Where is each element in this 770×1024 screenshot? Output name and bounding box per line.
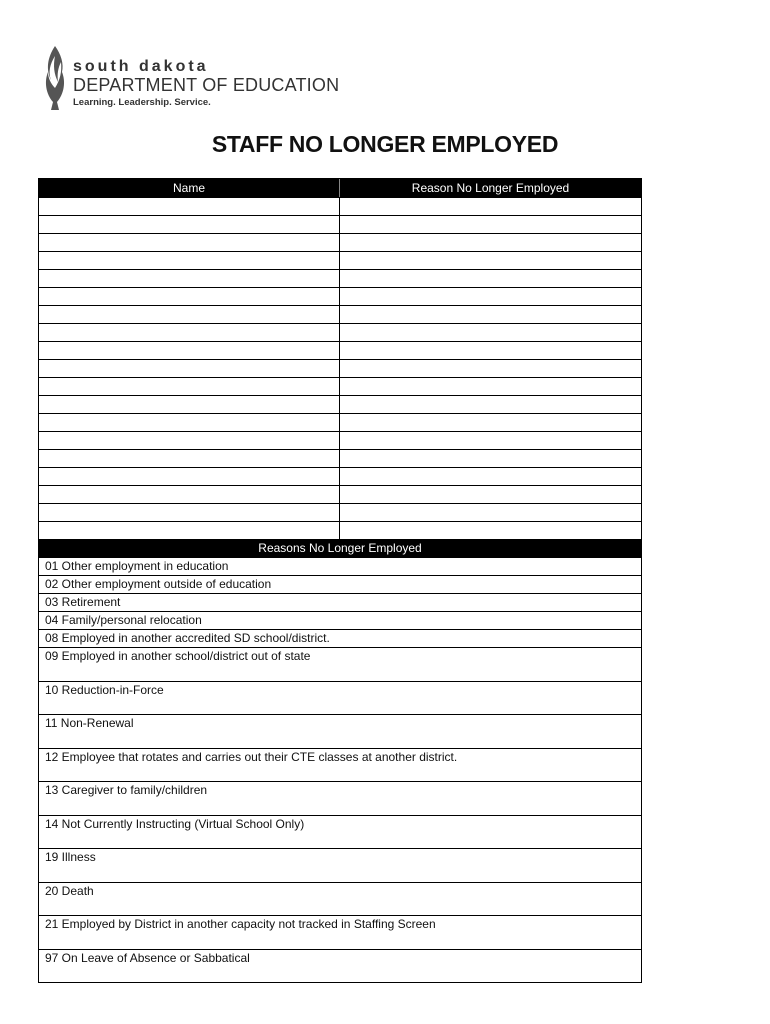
reason-item: 12 Employee that rotates and carries out their CTE classes at another district. [39,748,641,782]
reason-item: 10 Reduction-in-Force [39,681,641,715]
reason-cell[interactable] [340,342,641,359]
name-cell[interactable] [39,288,340,305]
table-row [39,197,641,215]
name-cell[interactable] [39,252,340,269]
table-row [39,359,641,377]
table-row [39,467,641,485]
table-row [39,485,641,503]
table-row [39,521,641,539]
reason-item: 14 Not Currently Instructing (Virtual School Only) [39,815,641,849]
header-reason: Reason No Longer Employed [411,181,570,195]
reason-item: 97 On Leave of Absence or Sabbatical [39,949,641,983]
logo-department: DEPARTMENT OF EDUCATION [73,75,340,95]
logo-state-name: south dakota [73,58,209,75]
name-cell[interactable] [39,270,340,287]
reason-cell[interactable] [340,270,641,287]
table-header [39,179,641,197]
reason-cell[interactable] [340,504,641,521]
table-row [39,251,641,269]
reason-cell[interactable] [340,450,641,467]
table-row [39,215,641,233]
reason-cell[interactable] [340,306,641,323]
header-name: Name [39,179,340,197]
entry-rows [39,197,641,539]
table-row [39,341,641,359]
name-cell[interactable] [39,360,340,377]
name-cell[interactable] [39,198,340,215]
name-cell[interactable] [39,468,340,485]
table-row [39,305,641,323]
reason-item: 02 Other employment outside of education [39,575,641,593]
name-cell[interactable] [39,378,340,395]
table-row [39,269,641,287]
reason-cell[interactable] [340,378,641,395]
table-row [39,377,641,395]
reason-item: 04 Family/personal relocation [39,611,641,629]
reason-cell[interactable] [340,216,641,233]
reasons-header: Reasons No Longer Employed [39,539,641,557]
table-row [39,323,641,341]
name-cell[interactable] [39,216,340,233]
table-row [39,233,641,251]
reason-cell[interactable] [340,432,641,449]
reason-item: 08 Employed in another accredited SD school/district. [39,629,641,647]
name-cell[interactable] [39,504,340,521]
reason-item: 03 Retirement [39,593,641,611]
sd-doe-logo [42,44,342,114]
table-row [39,287,641,305]
reason-cell[interactable] [340,234,641,251]
reason-cell[interactable] [340,486,641,503]
page-title: STAFF NO LONGER EMPLOYED [211,131,559,157]
name-cell[interactable] [39,306,340,323]
name-cell[interactable] [39,324,340,341]
reason-cell[interactable] [340,324,641,341]
reason-item: 20 Death [39,882,641,916]
table-row [39,431,641,449]
reason-cell[interactable] [340,468,641,485]
reason-item: 09 Employed in another school/district out of state [39,647,641,681]
staff-table [38,178,642,983]
name-cell[interactable] [39,234,340,251]
name-cell[interactable] [39,396,340,413]
table-row [39,395,641,413]
reason-item: 01 Other employment in education [39,557,641,575]
name-cell[interactable] [39,450,340,467]
reason-cell[interactable] [340,198,641,215]
name-cell[interactable] [39,486,340,503]
table-row [39,503,641,521]
table-row [39,449,641,467]
reason-cell[interactable] [340,414,641,431]
table-row [39,413,641,431]
name-cell[interactable] [39,414,340,431]
reason-cell[interactable] [340,288,641,305]
reason-cell[interactable] [340,360,641,377]
logo-tagline: Learning. Leadership. Service. [73,97,211,108]
name-cell[interactable] [39,432,340,449]
reason-item: 11 Non-Renewal [39,714,641,748]
reason-item: 21 Employed by District in another capacity not tracked in Staffing Screen [39,915,641,949]
flame-torch-icon [42,44,68,112]
reasons-list [39,557,641,982]
name-cell[interactable] [39,342,340,359]
reason-item: 19 Illness [39,848,641,882]
reason-cell[interactable] [340,396,641,413]
reason-item: 13 Caregiver to family/children [39,781,641,815]
reason-cell[interactable] [340,522,641,539]
reason-cell[interactable] [340,252,641,269]
name-cell[interactable] [39,522,340,539]
